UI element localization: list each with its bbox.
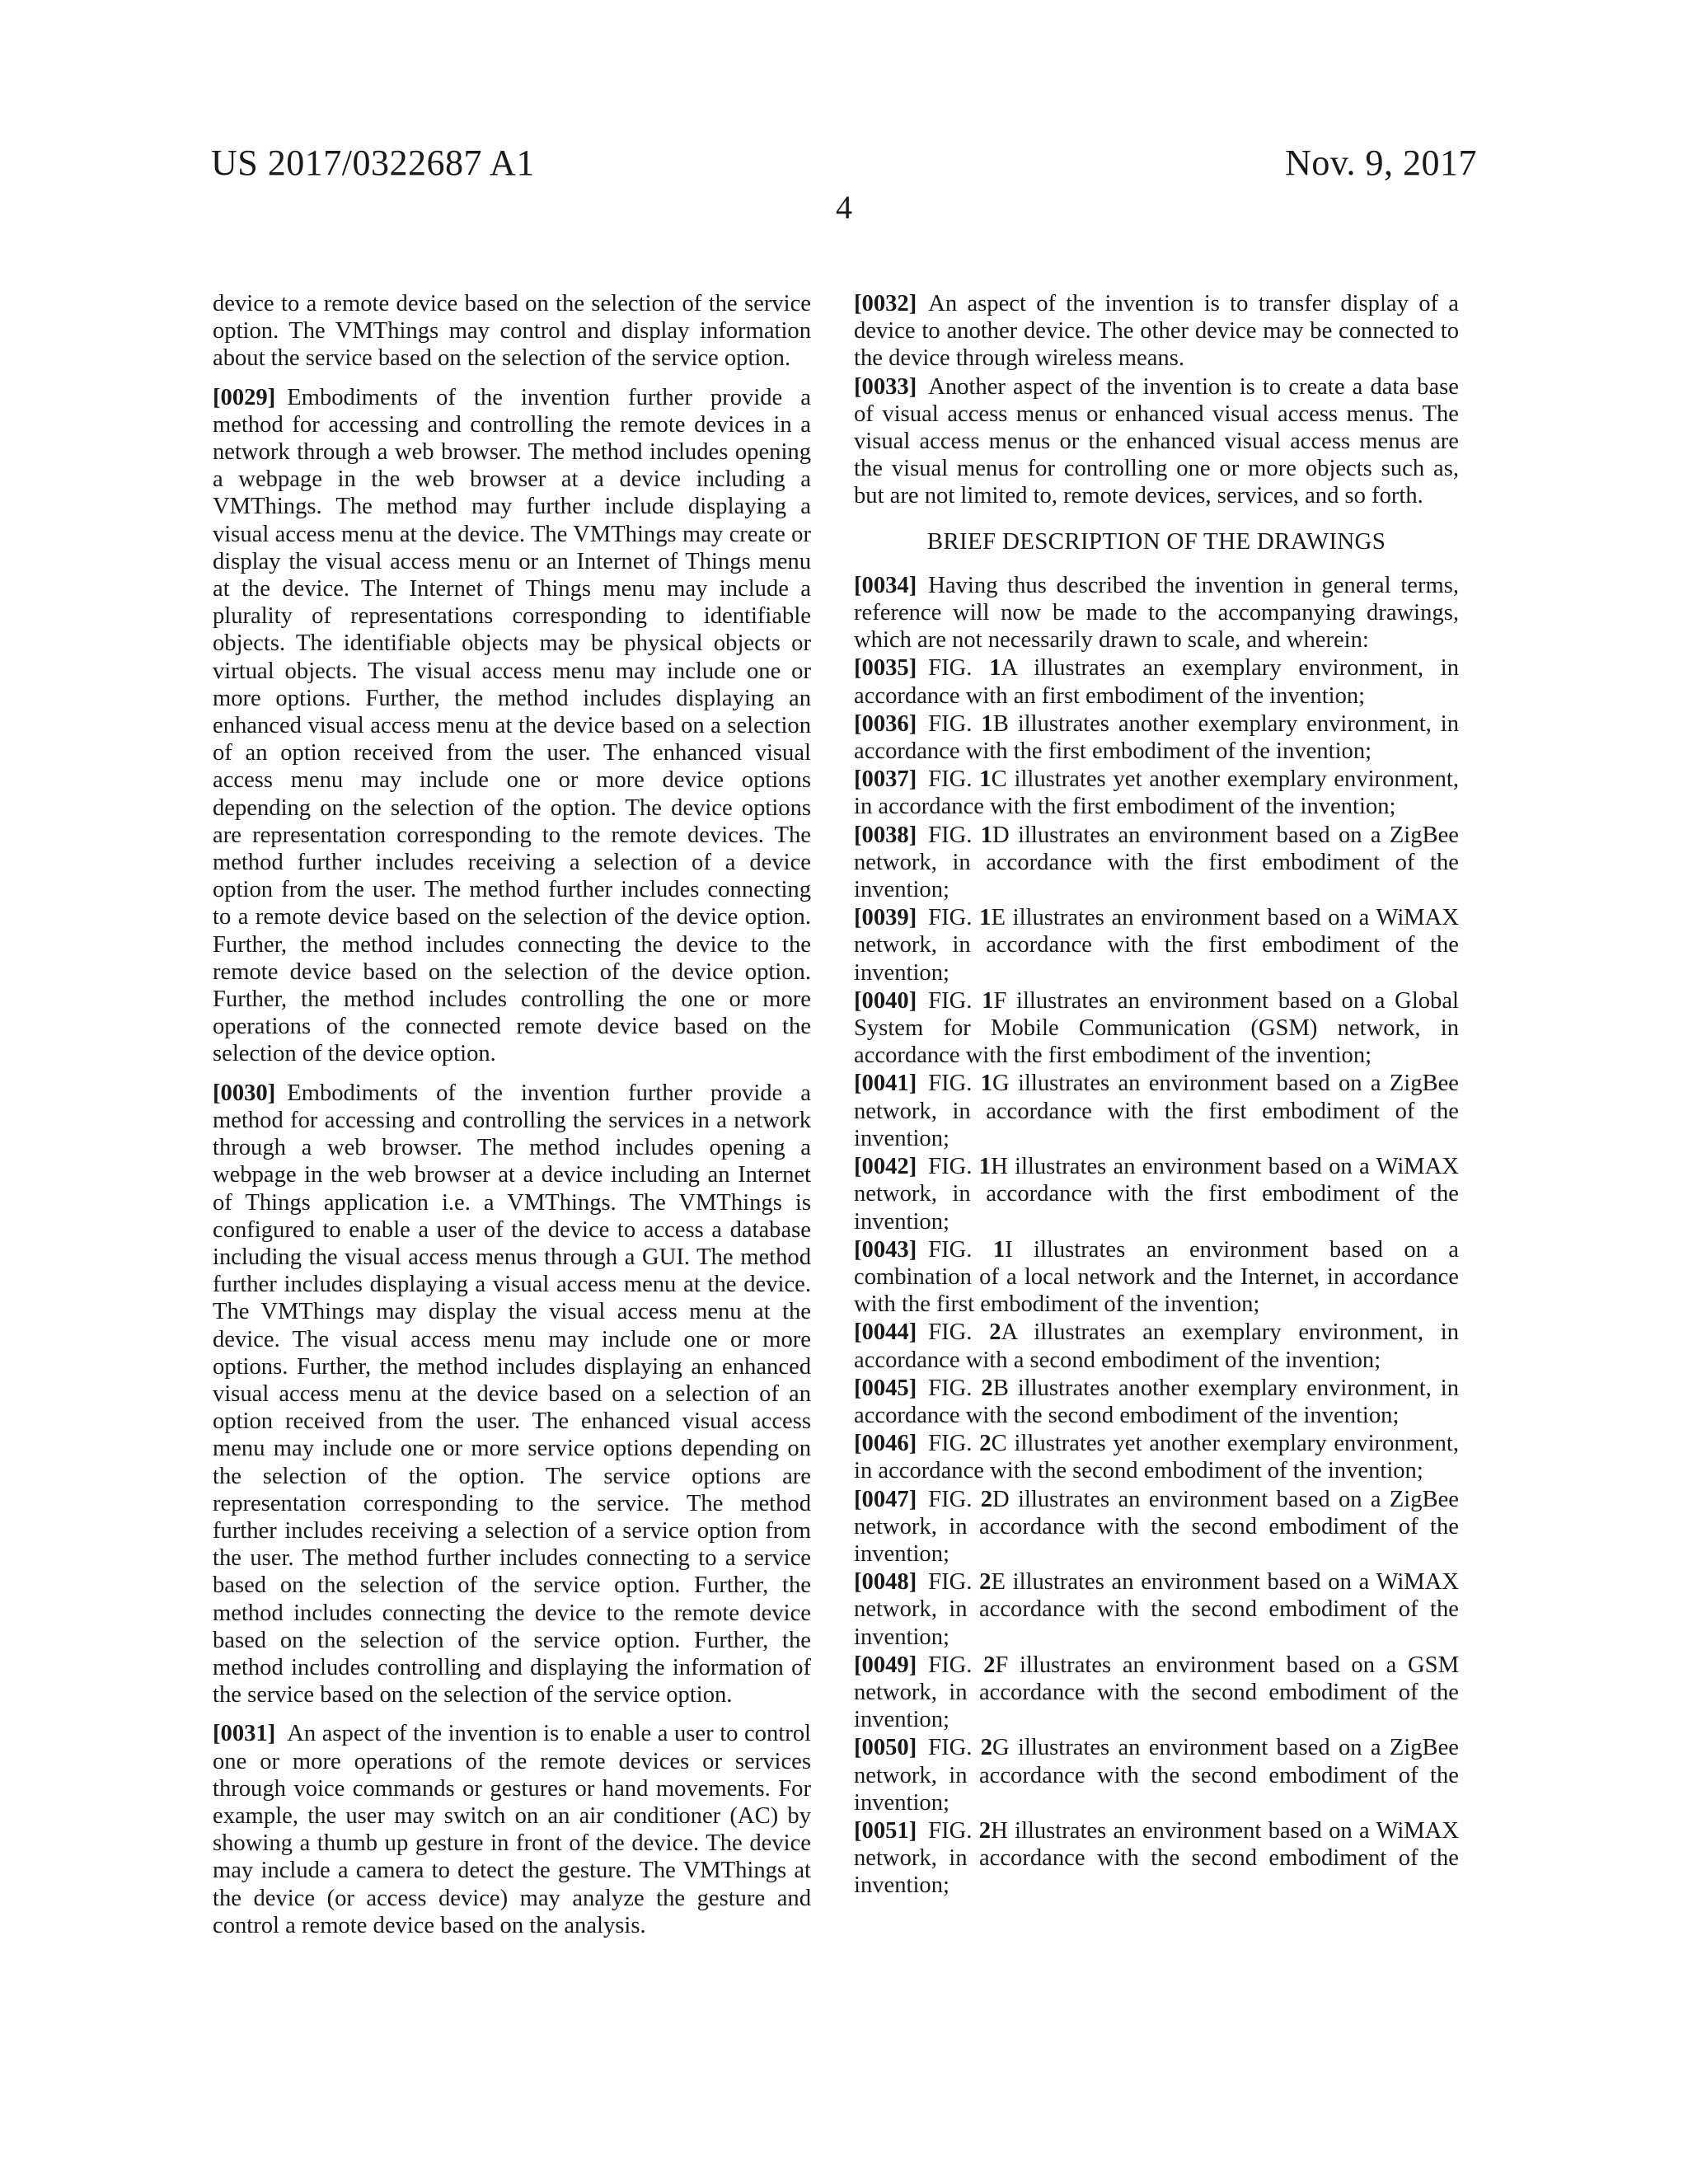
section-heading: BRIEF DESCRIPTION OF THE DRAWINGS — [926, 527, 1386, 555]
paragraph-number: [0034] — [854, 572, 917, 598]
paragraph-number: [0041] — [854, 1071, 917, 1097]
paragraph-number: [0046] — [854, 1431, 917, 1457]
paragraph-text: A illustrates an exemplary environment, in accordance with a second embodiment of the invention; — [854, 1319, 1460, 1373]
paragraph-number: [0038] — [854, 822, 917, 848]
publication-number: US 2017/0322687 A1 — [211, 143, 535, 183]
page-header — [211, 142, 1477, 226]
paragraph-0032 — [854, 290, 1459, 373]
figure-number: 2 — [979, 1431, 992, 1457]
fig-prefix: FIG. — [928, 905, 980, 931]
paragraph-text: C illustrates yet another exemplary environment, in accordance with the second embodiment of the invention; — [854, 1431, 1459, 1484]
figure-description-list — [854, 654, 1459, 1899]
fig-prefix: FIG. — [928, 1817, 979, 1844]
paragraph-number: [0040] — [854, 987, 917, 1014]
figure-number: 1 — [982, 987, 994, 1014]
figure-paragraph — [854, 1375, 1459, 1429]
paragraph-number: [0035] — [854, 655, 917, 682]
paragraph-0031 — [213, 1720, 811, 1939]
fig-prefix: FIG. — [928, 1569, 980, 1596]
paragraph-number: [0030] — [213, 1080, 276, 1106]
fig-prefix: FIG. — [928, 1319, 990, 1346]
figure-number: 1 — [992, 1236, 1006, 1263]
paragraph-text: F illustrates an environment based on a GSM network, in accordance with the second embodiment of the invention; — [854, 1652, 1459, 1733]
paragraph-text: B illustrates another exemplary environment, in accordance with the first embodiment of the invention; — [854, 710, 1459, 765]
fig-prefix: FIG. — [928, 655, 990, 682]
paragraph-number: [0031] — [213, 1721, 276, 1747]
paragraph-0029 — [213, 384, 811, 1068]
paragraph-number: [0051] — [854, 1817, 917, 1844]
paragraph-text: G illustrates an environment based on a ZigBee network, in accordance with the first embodiment of the invention; — [854, 1071, 1459, 1151]
fig-prefix: FIG. — [928, 822, 981, 848]
figure-paragraph — [854, 710, 1459, 765]
paragraph-text: F illustrates an environment based on a Global System for Mobile Communication (GSM) network, in accordance with the first embodiment of the invention; — [854, 987, 1459, 1069]
paragraph-0033 — [854, 373, 1459, 510]
paragraph-text: D illustrates an environment based on a ZigBee network, in accordance with the first embodiment of the invention; — [854, 822, 1459, 903]
figure-paragraph — [854, 1568, 1459, 1651]
figure-number: 2 — [983, 1652, 996, 1678]
paragraph-number: [0042] — [854, 1154, 917, 1180]
paragraph-text: G illustrates an environment based on a ZigBee network, in accordance with the second embodiment of the invention; — [854, 1735, 1459, 1816]
paragraph-number: [0047] — [854, 1486, 917, 1512]
paragraph-text: E illustrates an environment based on a WiMAX network, in accordance with the first embodiment of the invention; — [854, 905, 1459, 986]
figure-number: 2 — [989, 1319, 1001, 1346]
paragraph-0034 — [854, 572, 1459, 654]
fig-prefix: FIG. — [928, 766, 980, 793]
fig-prefix: FIG. — [928, 1154, 979, 1180]
paragraph-0030 — [213, 1080, 811, 1709]
paragraph-number: [0029] — [213, 384, 276, 410]
paragraph-text: H illustrates an environment based on a WiMAX network, in accordance with the second embodiment of the invention; — [854, 1817, 1459, 1899]
paragraph-text: Embodiments of the invention further provide a method for accessing and controlling the remote devices in a network through a web browser. The method includes opening a webpage in the web browser at a device including a VMThings. The method may further include displaying a visual access menu at the device. The VMThings may create or display the visual access menu or an Internet of Things menu at the device. The Internet of Things menu may include a plurality of representations corresponding to identifiable objects. The identifiable objects may be physical objects or virtual objects. The visual access menu may include one or more options. Further, the method includes displaying an enhanced visual access menu at the device based on a selection of an option received from the user. The enhanced visual access menu may include one or more device options depending on the selection of the option. The device options are representation corresponding to the remote devices. The method further includes receiving a selection of a device option from the user. The method further includes connecting to a remote device based on the selection of the device option. Further, the method includes connecting the device to the remote device based on the selection of the device option. Further, the method includes controlling the one or more operations of the connected remote device based on the selection of the device option. — [213, 384, 811, 1067]
publication-date: Nov. 9, 2017 — [1285, 143, 1477, 183]
fig-prefix: FIG. — [928, 1486, 981, 1512]
figure-number: 1 — [989, 655, 1001, 682]
paragraph-number: [0036] — [854, 710, 917, 737]
figure-number: 2 — [981, 1375, 993, 1401]
figure-number: 1 — [979, 766, 992, 793]
figure-number: 1 — [981, 710, 993, 737]
fig-prefix: FIG. — [928, 1236, 993, 1263]
figure-paragraph — [854, 1070, 1459, 1152]
figure-number: 1 — [980, 822, 993, 848]
fig-prefix: FIG. — [928, 1735, 981, 1761]
paragraph-text: Another aspect of the invention is to create a data base of visual access menus or enhanced visual access menus. The visual access menus or the enhanced visual access menus are the visual menus for controlling one or more objects such as, but are not limited to, remote devices, services, and so forth. — [854, 373, 1459, 509]
figure-paragraph — [854, 1236, 1459, 1319]
figure-paragraph — [854, 1652, 1459, 1734]
continuation-paragraph: device to a remote device based on the selection of the service option. The VMThings may control and display information about the service based on the selection of the service option. — [213, 291, 811, 372]
figure-number: 1 — [980, 1071, 993, 1097]
figure-paragraph — [854, 1734, 1459, 1816]
fig-prefix: FIG. — [928, 1375, 982, 1401]
figure-number: 2 — [980, 1486, 993, 1512]
figure-paragraph — [854, 766, 1459, 820]
paragraph-number: [0032] — [854, 291, 917, 316]
paragraph-number: [0050] — [854, 1735, 917, 1761]
fig-prefix: FIG. — [928, 1652, 984, 1678]
figure-paragraph — [854, 1430, 1459, 1484]
paragraph-number: [0048] — [854, 1569, 917, 1596]
figure-number: 2 — [980, 1735, 993, 1761]
page-number: 4 — [836, 189, 852, 226]
paragraph-number: [0044] — [854, 1319, 917, 1346]
fig-prefix: FIG. — [928, 1071, 981, 1097]
left-column — [213, 290, 811, 1951]
paragraph-text: C illustrates yet another exemplary environment, in accordance with the first embodiment of the invention; — [854, 766, 1459, 820]
figure-number: 2 — [979, 1569, 992, 1596]
figure-paragraph — [854, 904, 1459, 987]
figure-paragraph — [854, 1817, 1459, 1900]
paragraph-text: B illustrates another exemplary environment, in accordance with the second embodiment of the invention; — [854, 1375, 1459, 1428]
figure-number: 1 — [978, 1154, 992, 1180]
figure-paragraph — [854, 1486, 1459, 1568]
paragraph-text: E illustrates an environment based on a WiMAX network, in accordance with the second embodiment of the invention; — [854, 1569, 1459, 1650]
figure-paragraph — [854, 1319, 1459, 1373]
paragraph-text: An aspect of the invention is to transfer display of a device to another device. The other device may be connected to the device through wireless means. — [854, 291, 1459, 372]
paragraph-text: A illustrates an exemplary environment, in accordance with an first embodiment of the invention; — [854, 655, 1460, 709]
figure-paragraph — [854, 822, 1459, 904]
fig-prefix: FIG. — [928, 1431, 980, 1457]
paragraph-number: [0049] — [854, 1652, 917, 1678]
figure-paragraph — [854, 1153, 1459, 1235]
right-column — [854, 290, 1459, 1900]
fig-prefix: FIG. — [928, 987, 982, 1014]
figure-paragraph — [854, 654, 1459, 709]
paragraph-text: An aspect of the invention is to enable a user to control one or more operations of the remote devices or services through voice commands or gestures or hand movements. For example, the user may switch on an air conditioner (AC) by showing a thumb up gesture in front of the device. The device may include a camera to detect the gesture. The VMThings at the device (or access device) may analyze the gesture and control a remote device based on the analysis. — [213, 1721, 811, 1938]
paragraph-text: D illustrates an environment based on a ZigBee network, in accordance with the second embodiment of the invention; — [854, 1486, 1459, 1567]
paragraph-text: Embodiments of the invention further provide a method for accessing and controlling the services in a network through a web browser. The method includes opening a webpage in the web browser at a device including an Internet of Things application i.e. a VMThings. The VMThings is configured to enable a user of the device to access a database including the visual access menus through a GUI. The method further includes displaying a visual access menu at the device. The VMThings may display the visual access menu at the device. The visual access menu may include one or more options. Further, the method includes displaying an enhanced visual access menu at the device based on a selection of an option received from the user. The enhanced visual access menu may include one or more service options depending on the selection of the option. The service options are representation corresponding to the service. The method further includes receiving a selection of a service option from the user. The method further includes connecting to a service based on the selection of the service option. Further, the method includes connecting the device to the remote device based on the selection of the service option. Further, the method includes controlling and displaying the information of the service based on the selection of the service option. — [213, 1080, 811, 1708]
paragraph-text: H illustrates an environment based on a WiMAX network, in accordance with the first embodiment of the invention; — [854, 1154, 1459, 1235]
figure-paragraph — [854, 987, 1459, 1070]
paragraph-number: [0033] — [854, 373, 917, 400]
paragraph-number: [0037] — [854, 766, 917, 793]
fig-prefix: FIG. — [928, 710, 982, 737]
paragraph-number: [0045] — [854, 1375, 917, 1401]
paragraph-number: [0043] — [854, 1236, 917, 1263]
figure-number: 2 — [978, 1817, 992, 1844]
paragraph-number: [0039] — [854, 905, 917, 931]
paragraph-text: I illustrates an environment based on a combination of a local network and the Internet, in accordance with the first embodiment of the invention; — [854, 1236, 1459, 1318]
paragraph-text: Having thus described the invention in general terms, reference will now be made to the accompanying drawings, which are not necessarily drawn to scale, and wherein: — [854, 572, 1459, 654]
figure-number: 1 — [979, 905, 992, 931]
